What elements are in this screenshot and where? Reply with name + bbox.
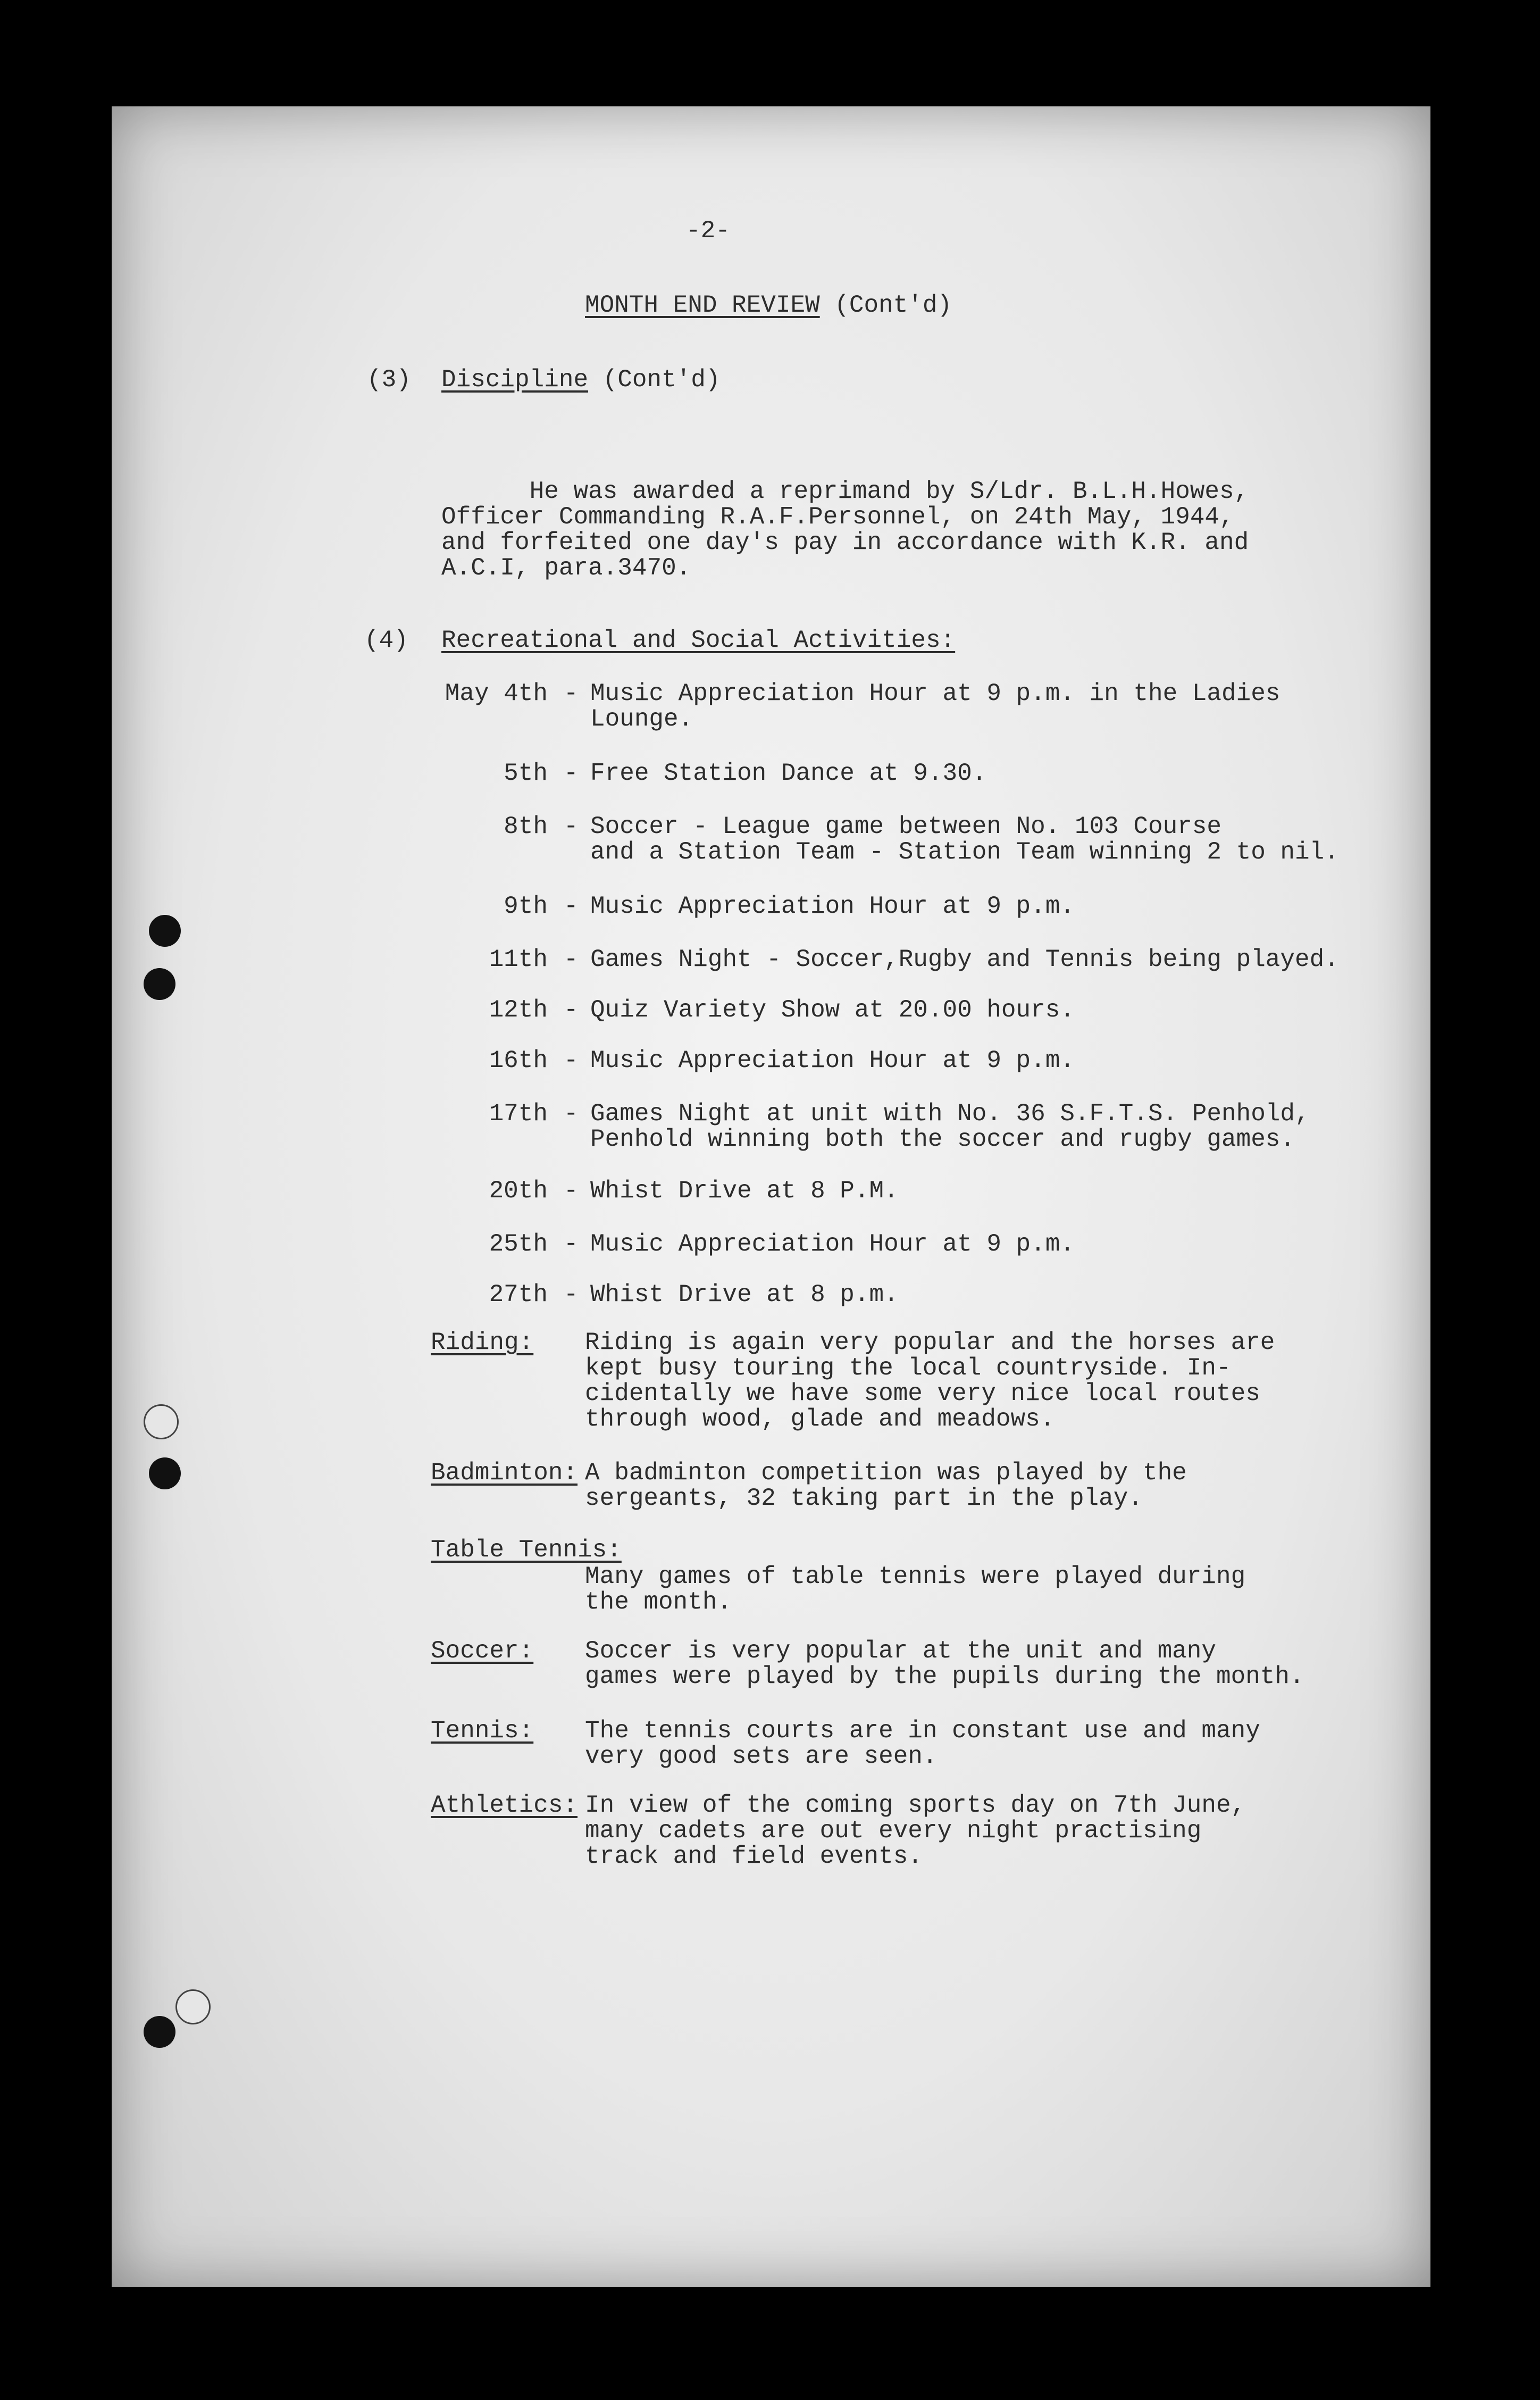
event-description [590, 1101, 1441, 1152]
event-date: 16th [489, 1047, 548, 1074]
sport-line: the month. [585, 1588, 732, 1616]
event-line: Music Appreciation Hour at 9 p.m. [590, 1230, 1075, 1258]
sport-description [585, 1793, 1383, 1869]
paragraph-line: He was awarded a reprimand by S/Ldr. B.L.H.Howes, [441, 478, 1249, 505]
event-description [590, 997, 1441, 1023]
sport-line: through wood, glade and meadows. [585, 1405, 1055, 1433]
sport-label: Badminton: [431, 1459, 578, 1487]
event-date: 27th [489, 1281, 548, 1309]
paragraph-line: and forfeited one day's pay in accordance with K.R. and [441, 529, 1249, 556]
event-dash: - [564, 680, 579, 707]
event-description [590, 761, 1441, 786]
section-4-title: Recreational and Social Activities: [441, 627, 956, 654]
paragraph-line: A.C.I, para.3470. [441, 554, 691, 582]
sport-label: Athletics: [431, 1791, 578, 1819]
event-line: Whist Drive at 8 p.m. [590, 1281, 899, 1309]
event-line: Games Night at unit with No. 36 S.F.T.S. Penhold, [590, 1100, 1310, 1128]
event-line: Free Station Dance at 9.30. [590, 760, 987, 787]
sport-line: games were played by the pupils during the month. [585, 1663, 1304, 1690]
page-number: -2- [686, 217, 730, 245]
event-dash: - [564, 946, 579, 973]
sport-line: A badminton competition was played by the [585, 1459, 1187, 1487]
sport-line: The tennis courts are in constant use and many [585, 1717, 1260, 1745]
sport-line: sergeants, 32 taking part in the play. [585, 1485, 1143, 1512]
sport-description [585, 1564, 1383, 1615]
sport-line: In view of the coming sports day on 7th June, [585, 1791, 1246, 1819]
event-line: Music Appreciation Hour at 9 p.m. [590, 893, 1075, 920]
event-description [590, 1282, 1441, 1307]
section-3-heading [441, 367, 721, 393]
event-date: 20th [489, 1177, 548, 1205]
punch-hole [144, 2016, 175, 2048]
punch-hole [175, 1989, 211, 2024]
event-description [590, 947, 1441, 972]
sport-line: kept busy touring the local countryside. In- [585, 1354, 1231, 1382]
section-3-suffix: (Cont'd) [602, 366, 721, 394]
event-line: Whist Drive at 8 P.M. [590, 1177, 899, 1205]
event-date: 11th [489, 946, 548, 973]
event-line: Lounge. [590, 705, 693, 733]
event-line: and a Station Team - Station Team winning 2 to nil. [590, 838, 1339, 866]
event-dash: - [564, 1100, 579, 1128]
event-date: May 4th [445, 680, 548, 707]
sport-description [585, 1638, 1383, 1689]
event-description [590, 1048, 1441, 1073]
event-line: Music Appreciation Hour at 9 p.m. in the Ladies [590, 680, 1280, 707]
sport-label: Soccer: [431, 1637, 534, 1665]
event-description [590, 1231, 1441, 1257]
event-description [590, 681, 1441, 732]
sport-line: very good sets are seen. [585, 1743, 938, 1770]
sport-line: track and field events. [585, 1843, 923, 1870]
sport-line: Soccer is very popular at the unit and many [585, 1637, 1216, 1665]
event-dash: - [564, 1281, 579, 1309]
event-date: 8th [504, 813, 548, 840]
sport-label: Riding: [431, 1329, 534, 1356]
event-line: Quiz Variety Show at 20.00 hours. [590, 996, 1075, 1024]
document-page [112, 106, 1430, 2287]
event-date: 25th [489, 1230, 548, 1258]
sport-description [585, 1460, 1383, 1511]
event-date: 17th [489, 1100, 548, 1128]
event-line: Penhold winning both the soccer and rugby games. [590, 1126, 1295, 1153]
event-date: 9th [504, 893, 548, 920]
event-description [590, 894, 1441, 919]
punch-hole [149, 915, 181, 947]
event-line: Soccer - League game between No. 103 Course [590, 813, 1221, 840]
punch-hole [149, 1457, 181, 1489]
sport-description [585, 1330, 1383, 1432]
section-3-title: Discipline [441, 366, 589, 394]
event-line: Games Night - Soccer,Rugby and Tennis being played. [590, 946, 1339, 973]
heading-suffix: (Cont'd) [834, 291, 952, 319]
heading-title: MONTH END REVIEW [585, 291, 820, 319]
sport-line: many cadets are out every night practising [585, 1817, 1202, 1845]
sport-label: Tennis: [431, 1717, 534, 1745]
event-dash: - [564, 1177, 579, 1205]
event-line: Music Appreciation Hour at 9 p.m. [590, 1047, 1075, 1074]
punch-hole [144, 968, 175, 1000]
discipline-paragraph [441, 479, 1356, 581]
event-dash: - [564, 1047, 579, 1074]
event-description [590, 1178, 1441, 1204]
event-date: 12th [489, 996, 548, 1024]
event-dash: - [564, 760, 579, 787]
event-description [590, 814, 1441, 865]
section-4-number: (4) [364, 627, 408, 654]
event-dash: - [564, 1230, 579, 1258]
event-date: 5th [504, 760, 548, 787]
event-dash: - [564, 813, 579, 840]
paragraph-line: Officer Commanding R.A.F.Personnel, on 24th May, 1944, [441, 503, 1234, 531]
section-3-number: (3) [367, 366, 411, 394]
sport-label: Table Tennis: [431, 1536, 622, 1564]
sport-line: Riding is again very popular and the horses are [585, 1329, 1275, 1356]
punch-hole [144, 1404, 179, 1439]
sport-description [585, 1718, 1383, 1769]
event-dash: - [564, 893, 579, 920]
event-dash: - [564, 996, 579, 1024]
sport-line: Many games of table tennis were played during [585, 1563, 1246, 1590]
sport-line: cidentally we have some very nice local routes [585, 1380, 1260, 1407]
document-heading [585, 293, 952, 318]
